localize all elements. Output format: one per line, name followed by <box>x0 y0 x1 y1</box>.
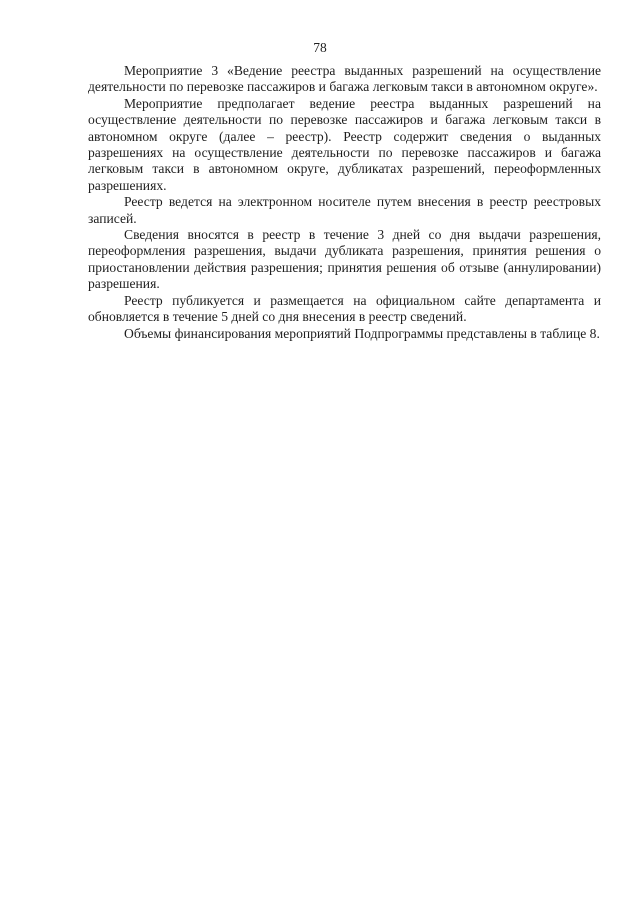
paragraph-registry-maintenance: Реестр ведется на электронном носителе путем внесения в реестр реестровых записей. <box>88 194 601 226</box>
page-number: 78 <box>313 40 327 55</box>
paragraph-registry-entry-deadline: Сведения вносятся в реестр в течение 3 дней со дня выдачи разрешения, переоформления разрешения, выдачи дубликата разрешения, принятия решения о приостановлении действия разрешения; принятия решения об отзыве (аннулировании) разрешения. <box>88 227 601 292</box>
paragraph-registry-publication: Реестр публикуется и размещается на официальном сайте департамента и обновляется в течение 5 дней со дня внесения в реестр сведений. <box>88 292 601 325</box>
paragraph-registry-description: Мероприятие предполагает ведение реестра выданных разрешений на осуществление деятельности по перевозке пассажиров и багажа легковым такси в автономном округе (далее – реестр). Реестр содержит сведения о выданных разрешениях на осуществление деятельности по перевозке пассажиров и багажа легковым такси в автономном округе, дубликатах разрешений, переоформленных разрешениях. <box>88 95 601 193</box>
paragraph-financing-reference: Объемы финансирования мероприятий Подпрограммы представлены в таблице 8. <box>124 325 600 341</box>
document-body <box>88 63 601 342</box>
paragraph-measure-3-title: Мероприятие 3 «Ведение реестра выданных разрешений на осуществление деятельности по перевозке пассажиров и багажа легковым такси в автономном округе». <box>88 63 601 95</box>
